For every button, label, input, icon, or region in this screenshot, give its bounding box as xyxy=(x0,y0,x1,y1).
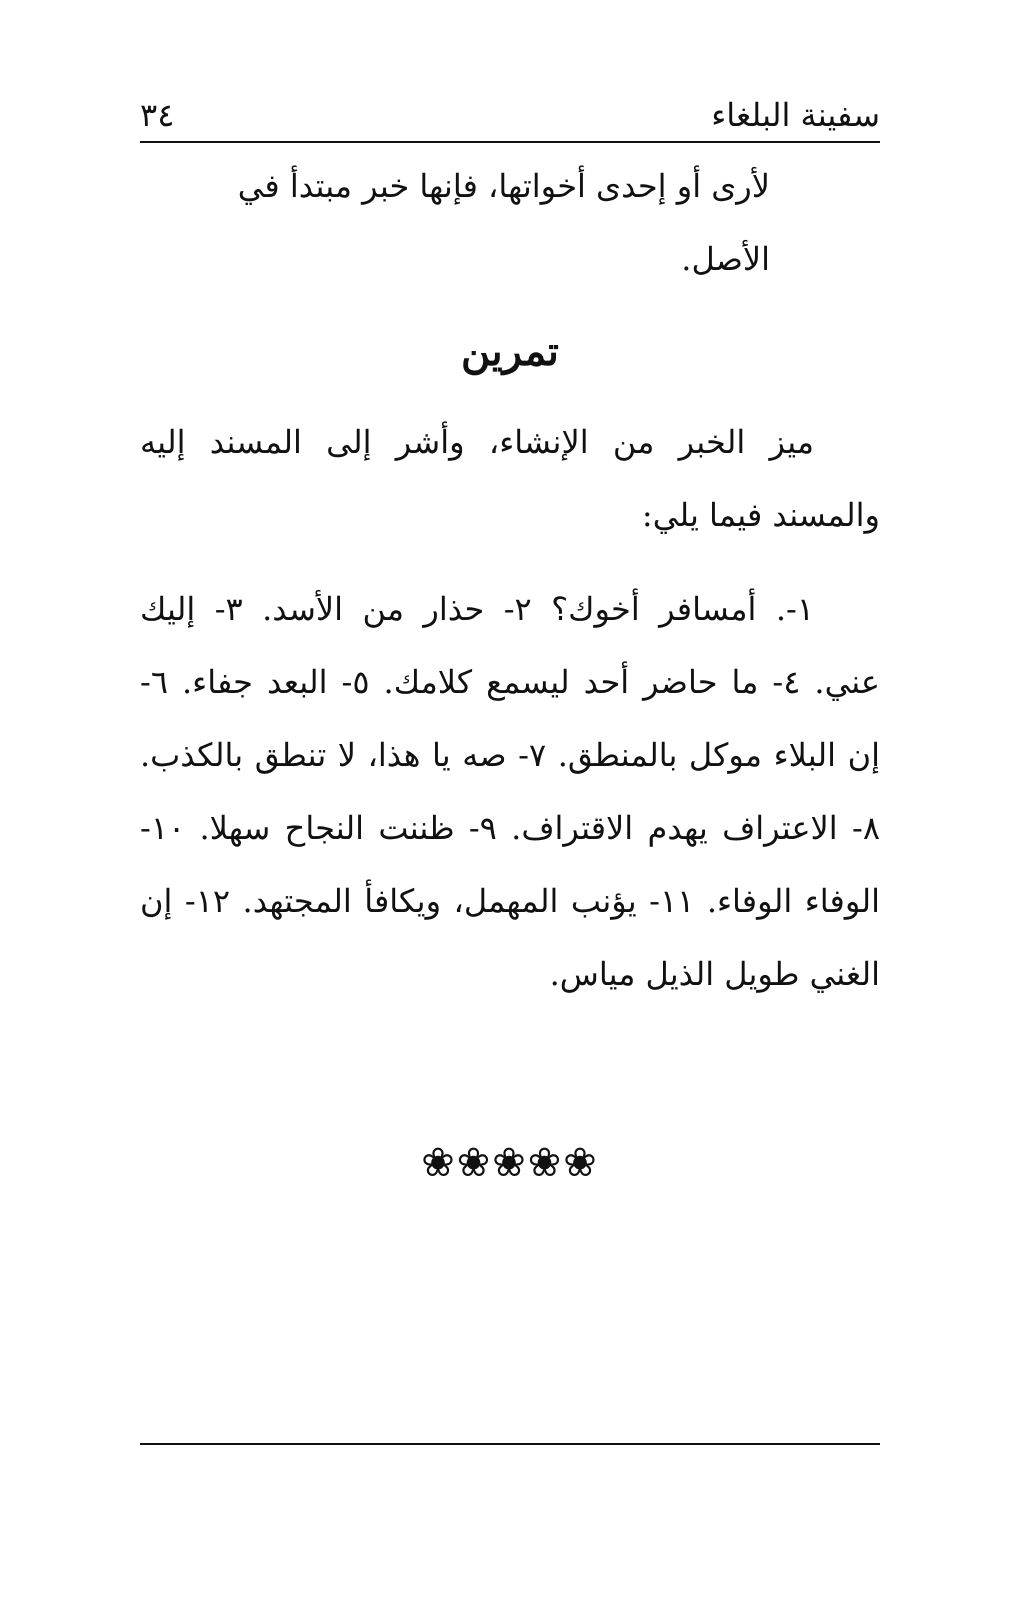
flower-ornament-icon: ❀❀❀❀❀ xyxy=(421,1140,599,1186)
continuation-paragraph: لأرى أو إحدى أخواتها، فإنها خبر مبتدأ في الأصل. xyxy=(237,167,770,278)
running-title: سفينة البلغاء xyxy=(711,96,880,134)
footer-rule xyxy=(140,1443,880,1445)
page-number: ٣٤ xyxy=(140,96,175,134)
header-rule xyxy=(140,141,880,143)
exercise-instruction: ميز الخبر من الإنشاء، وأشر إلى المسند إليه والمسند فيما يلي: xyxy=(140,423,880,534)
exercise-items: ١-. أمسافر أخوك؟ ٢- حذار من الأسد. ٣- إليك عني. ٤- ما حاضر أحد ليسمع كلامك. ٥- البعد جفاء. ٦- إن البلاء موكل بالمنطق. ٧- صه يا هذا، لا تنطق بالكذب. ٨- الاعتراف يهدم الاقتراف. ٩- ظننت النجاح سهلا. ١٠- الوفاء الوفاء. ١١- يؤنب المهمل، ويكافأ المجتهد. ١٢- إن الغني طويل الذيل مياس. xyxy=(140,590,881,993)
section-heading: تمرين xyxy=(461,328,559,375)
running-header xyxy=(140,92,880,138)
